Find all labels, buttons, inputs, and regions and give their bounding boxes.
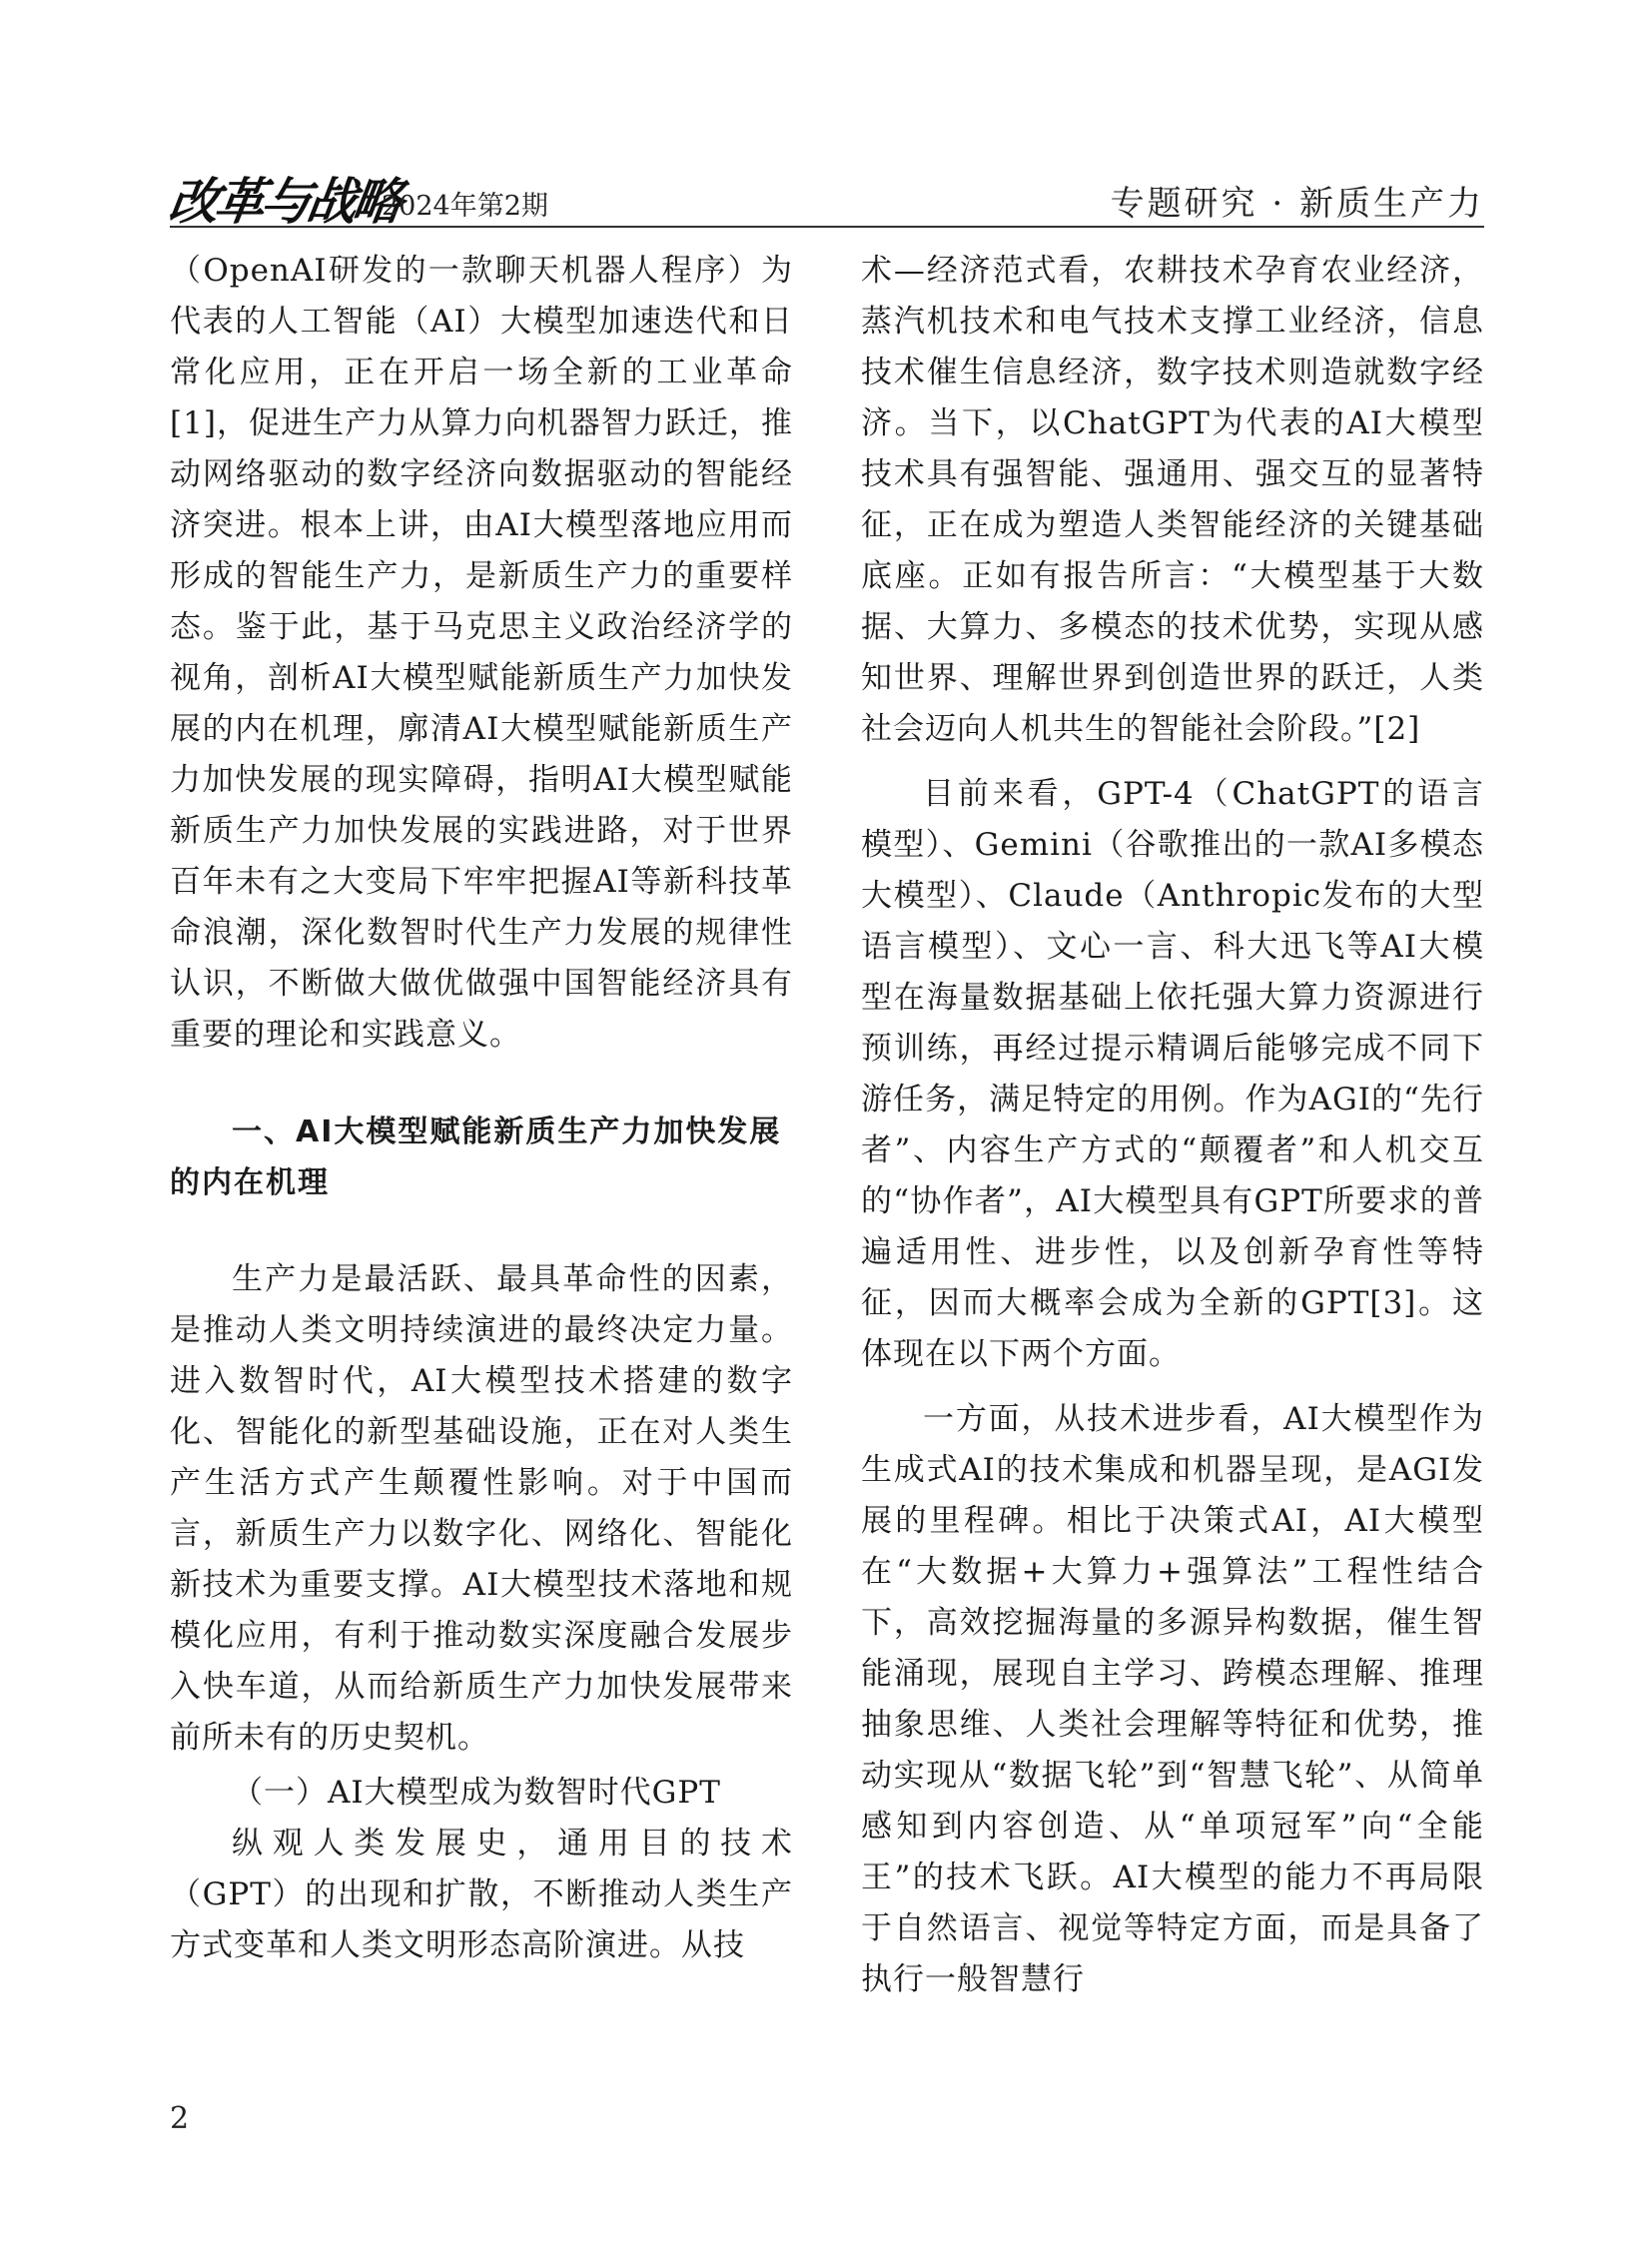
issue-label: 2024年第2期 (382, 191, 548, 222)
page-number: 2 (170, 2101, 190, 2136)
right-paragraph-2: 目前来看，GPT-4（ChatGPT的语言模型）、Gemini（谷歌推出的一款AI多模态大模型）、Claude（Anthropic发布的大型语言模型）、文心一言、科大迅飞等AI大模型在海量数据基础上依托强大算力资源进行预训练，再经过提示精调后能够完成不同下游任务，满足特定的用例。作为AGI的“先行者”、内容生产方式的“颠覆者”和人机交互的“协作者”，AI大模型具有GPT所要求的普遍适用性、进步性，以及创新孕育性等特征，因而大概率会成为全新的GPT[3]。这体现在以下两个方面。 (861, 776, 1484, 1372)
journal-logo: 改革与战略 (165, 172, 404, 231)
header-rule (170, 226, 1484, 228)
left-paragraph-1: （OpenAI研发的一款聊天机器人程序）为代表的人工智能（AI）大模型加速迭代和日常化应用，正在开启一场全新的工业革命[1]，促进生产力从算力向机器智力跃迁，推动网络驱动的数字经济向数据驱动的智能经济突进。根本上讲，由AI大模型落地应用而形成的智能生产力，是新质生产力的重要样态。鉴于此，基于马克思主义政治经济学的视角，剖析AI大模型赋能新质生产力加快发展的内在机理，廓清AI大模型赋能新质生产力加快发展的现实障碍，指明AI大模型赋能新质生产力加快发展的实践进路，对于世界百年未有之大变局下牢牢把握AI等新科技革命浪潮，深化数智时代生产力发展的规律性认识，不断做大做优做强中国智能经济具有重要的理论和实践意义。 (170, 253, 793, 1053)
left-paragraph-3: 纵观人类发展史，通用目的技术（GPT）的出现和扩散，不断推动人类生产方式变革和人类文明形态高阶演进。从技 (170, 1826, 793, 1963)
left-paragraph-2: 生产力是最活跃、最具革命性的因素，是推动人类文明持续演进的最终决定力量。进入数智时代，AI大模型技术搭建的数字化、智能化的新型基础设施，正在对人类生产生活方式产生颠覆性影响。对于中国而言，新质生产力以数字化、网络化、智能化新技术为重要支撑。AI大模型技术落地和规模化应用，有利于推动数实深度融合发展步入快车道，从而给新质生产力加快发展带来前所未有的历史契机。 (170, 1261, 793, 1756)
right-paragraph-3: 一方面，从技术进步看，AI大模型作为生成式AI的技术集成和机器呈现，是AGI发展的里程碑。相比于决策式AI，AI大模型在“大数据+大算力+强算法”工程性结合下，高效挖掘海量的多源异构数据，催生智能涌现，展现自主学习、跨模态理解、推理抽象思维、人类社会理解等特征和优势，推动实现从“数据飞轮”到“智慧飞轮”、从简单感知到内容创造、从“单项冠军”向“全能王”的技术飞跃。AI大模型的能力不再局限于自然语言、视觉等特定方面，而是具备了执行一般智慧行 (861, 1401, 1484, 1997)
page-header (165, 162, 1484, 231)
subsection-heading: （一）AI大模型成为数智时代GPT (232, 1775, 721, 1811)
right-column (861, 246, 1484, 2083)
section-title: 专题研究 · 新质生产力 (1110, 184, 1484, 224)
section-heading: 一、AI大模型赋能新质生产力加快发展的内在机理 (170, 1115, 782, 1200)
left-column (170, 246, 793, 2083)
right-paragraph-1: 术—经济范式看，农耕技术孕育农业经济，蒸汽机技术和电气技术支撑工业经济，信息技术催生信息经济，数字技术则造就数字经济。当下，以ChatGPT为代表的AI大模型技术具有强智能、强通用、强交互的显著特征，正在成为塑造人类智能经济的关键基础底座。正如有报告所言：“大模型基于大数据、大算力、多模态的技术优势，实现从感知世界、理解世界到创造世界的跃迁，人类社会迈向人机共生的智能社会阶段。”[2] (861, 253, 1484, 747)
